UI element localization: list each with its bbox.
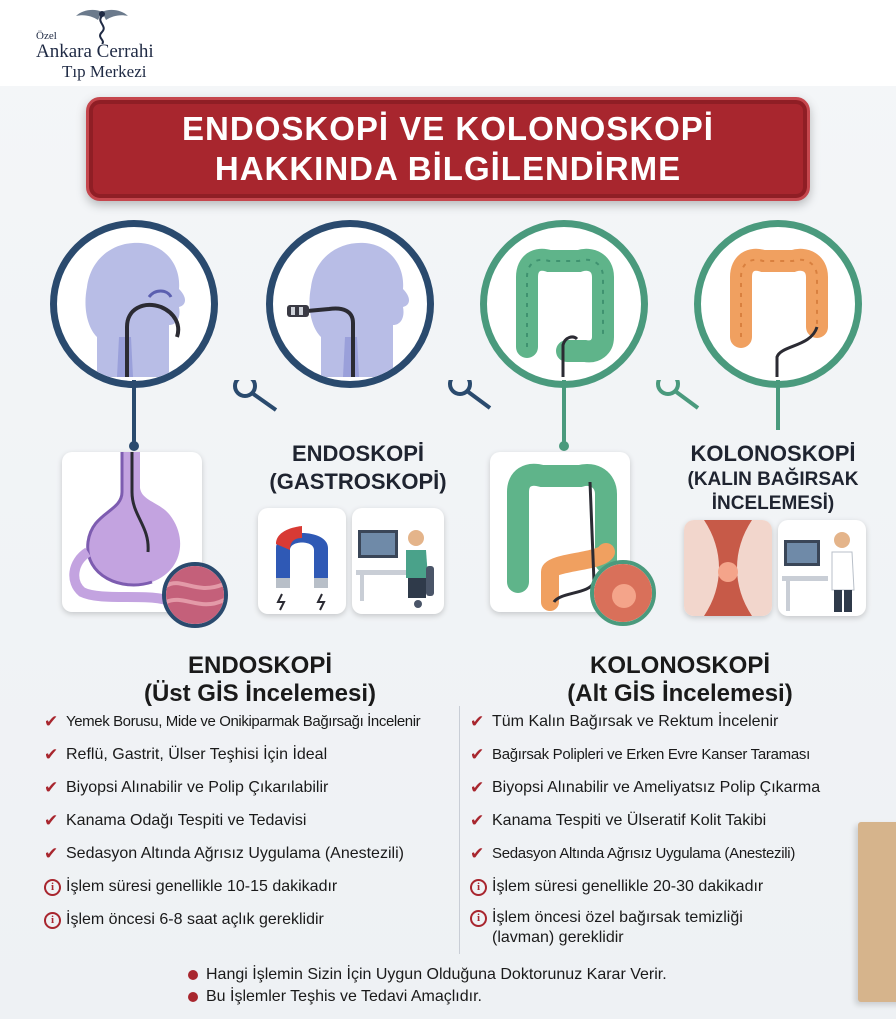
endoscopy-label-line2: (GASTROSKOPİ) bbox=[269, 469, 447, 494]
colonoscopy-label bbox=[664, 440, 882, 516]
list-item bbox=[44, 910, 454, 930]
colonoscopy-label-line1: KOLONOSKOPİ bbox=[690, 441, 856, 466]
colon-green-circle bbox=[480, 220, 648, 388]
gastroscopy-head-circle bbox=[266, 220, 434, 388]
colonoscopy-label-line2: (KALIN BAĞIRSAK bbox=[687, 469, 859, 490]
endoscopy-label bbox=[258, 440, 458, 496]
decorative-box bbox=[858, 822, 896, 1002]
list-item-text: Kanama Tespiti ve Ülseratif Kolit Takibi bbox=[492, 812, 767, 829]
list-item bbox=[44, 712, 454, 732]
list-item bbox=[44, 778, 454, 798]
list-item-text: Reflü, Gastrit, Ülser Teşhisi İçin İdeal bbox=[66, 746, 328, 763]
doctor-monitor-card-left bbox=[352, 508, 444, 614]
list-item-text: Yemek Borusu, Mide ve Onikiparmak Bağırsağı İncelenir bbox=[66, 713, 421, 730]
check-icon: ✔ bbox=[44, 745, 59, 764]
doctor-monitor-card-right bbox=[778, 520, 866, 616]
check-icon: ✔ bbox=[470, 844, 485, 863]
intestine-polyp-icon bbox=[684, 520, 772, 616]
title-line2: HAKKINDA BİLGİLENDİRME bbox=[214, 150, 682, 187]
bullet-icon bbox=[188, 970, 198, 980]
endoscopy-section-title-2: (Üst GİS İncelemesi) bbox=[143, 680, 377, 707]
list-item bbox=[470, 908, 890, 948]
endoscopy-section-title-1: ENDOSKOPİ bbox=[187, 652, 333, 679]
clinic-logo[interactable] bbox=[22, 8, 202, 82]
doctor-standing-icon bbox=[778, 520, 866, 616]
bullet-icon bbox=[188, 992, 198, 1002]
list-item bbox=[44, 877, 454, 897]
polyp-card bbox=[684, 520, 772, 616]
list-item bbox=[470, 877, 890, 897]
list-item bbox=[470, 811, 890, 831]
footer-notes bbox=[188, 964, 667, 1008]
list-item bbox=[470, 745, 890, 765]
colonoscopy-section-title bbox=[500, 652, 860, 708]
logo-word-ankara: Ankara bbox=[36, 41, 92, 62]
check-icon: ✔ bbox=[44, 844, 59, 863]
colon-colonoscope-icon bbox=[487, 227, 641, 381]
check-icon: ✔ bbox=[470, 778, 485, 797]
logo-small-text: Özel bbox=[36, 30, 57, 42]
list-item-text: İşlem öncesi 6-8 saat açlık gereklidir bbox=[66, 911, 324, 928]
logo-word-cerrahi: Cerrahi bbox=[96, 41, 154, 62]
list-item bbox=[470, 712, 890, 732]
list-item-text bbox=[492, 908, 743, 948]
endoscopy-head-circle bbox=[50, 220, 218, 388]
info-icon: i bbox=[44, 910, 66, 930]
list-item bbox=[44, 844, 454, 864]
doctor-at-computer-icon bbox=[352, 508, 444, 614]
colonoscopy-label-line3: İNCELEMESİ) bbox=[711, 493, 835, 514]
magnet-card bbox=[258, 508, 346, 614]
footer-note-text: Bu İşlemler Teşhis ve Tedavi Amaçlıdır. bbox=[206, 988, 482, 1005]
colon-orange-icon bbox=[701, 227, 855, 381]
endoscopy-section-title bbox=[80, 652, 440, 708]
colonoscopy-section-title-1: KOLONOSKOPİ bbox=[589, 652, 770, 679]
list-item-text: İşlem süresi genellikle 20-30 dakikadır bbox=[492, 878, 764, 895]
list-item-text: Biyopsi Alınabilir ve Ameliyatsız Polip Çıkarma bbox=[492, 779, 821, 796]
check-icon: ✔ bbox=[470, 811, 485, 830]
colon-orange-circle bbox=[694, 220, 862, 388]
list-item bbox=[44, 745, 454, 765]
list-item-text: Bağırsak Polipleri ve Erken Evre Kanser Taraması bbox=[492, 746, 810, 763]
list-item bbox=[470, 778, 890, 798]
footer-note bbox=[188, 964, 667, 986]
info-icon: i bbox=[470, 877, 492, 897]
list-item-text: Sedasyon Altında Ağrısız Uygulama (Anestezili) bbox=[492, 845, 796, 862]
column-divider bbox=[459, 706, 460, 954]
list-item-text: Biyopsi Alınabilir ve Polip Çıkarılabilir bbox=[66, 779, 329, 796]
header-bar bbox=[0, 0, 896, 86]
logo-line1 bbox=[36, 41, 154, 63]
footer-note-text: Hangi İşlemin Sizin İçin Uygun Olduğuna Doktorunuz Karar Verir. bbox=[206, 966, 667, 983]
stomach-mucosa-icon bbox=[166, 566, 224, 624]
list-item bbox=[44, 811, 454, 831]
list-item-text: Tüm Kalın Bağırsak ve Rektum İncelenir bbox=[492, 713, 779, 730]
endoscopy-label-line1: ENDOSKOPİ bbox=[291, 441, 425, 466]
check-icon: ✔ bbox=[44, 712, 59, 731]
info-icon: i bbox=[44, 877, 66, 897]
colonoscopy-section-title-2: (Alt GİS İncelemesi) bbox=[567, 680, 793, 707]
list-item bbox=[470, 844, 890, 864]
colonoscopy-feature-list bbox=[470, 712, 890, 948]
head-profile-endoscope-icon bbox=[57, 227, 211, 381]
title-banner bbox=[86, 97, 810, 201]
magnet-icon bbox=[258, 508, 346, 614]
list-item-text: Sedasyon Altında Ağrısız Uygulama (Anestezili) bbox=[66, 845, 404, 862]
title-line1: ENDOSKOPİ VE KOLONOSKOPİ bbox=[182, 110, 714, 147]
check-icon: ✔ bbox=[470, 712, 485, 731]
footer-note bbox=[188, 986, 667, 1008]
caduceus-logo-icon bbox=[74, 8, 130, 44]
polyp-zoom-circle bbox=[590, 560, 656, 626]
polyp-icon bbox=[594, 564, 652, 622]
stomach-zoom-circle bbox=[162, 562, 228, 628]
list-item-text: İşlem süresi genellikle 10-15 dakikadır bbox=[66, 878, 338, 895]
info-icon: i bbox=[470, 908, 492, 928]
check-icon: ✔ bbox=[44, 811, 59, 830]
list-item-text-line1: İşlem öncesi özel bağırsak temizliği bbox=[492, 909, 743, 926]
check-icon: ✔ bbox=[470, 745, 485, 764]
check-icon: ✔ bbox=[44, 778, 59, 797]
head-gastroscope-icon bbox=[273, 227, 427, 381]
endoscopy-feature-list bbox=[44, 712, 454, 930]
list-item-text-line2: (lavman) gereklidir bbox=[492, 929, 624, 946]
list-item-text: Kanama Odağı Tespiti ve Tedavisi bbox=[66, 812, 307, 829]
logo-line2: Tıp Merkezi bbox=[62, 62, 147, 81]
